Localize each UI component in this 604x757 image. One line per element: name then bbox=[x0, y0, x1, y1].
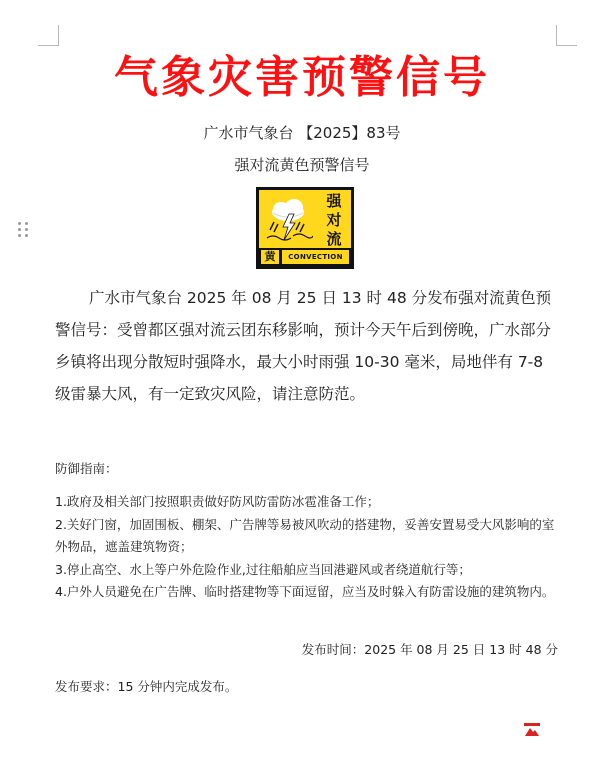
guide-item: 4.户外人员避免在广告牌、临时搭建物等下面逗留，应当及时躲入有防雷设施的建筑物内。 bbox=[55, 584, 555, 599]
issue-number-line: 广水市气象台 【2025】83号 bbox=[203, 124, 401, 142]
defense-guide-list bbox=[55, 491, 560, 604]
thunderstorm-icon bbox=[263, 194, 313, 246]
signal-char: 流 bbox=[326, 230, 342, 248]
signal-english-label: CONVECTION bbox=[282, 250, 349, 264]
guide-item: 1.政府及相关部门按照职责做好防风防雷防冰雹准备工作； bbox=[55, 494, 380, 509]
guide-item: 3.停止高空、水上等户外危险作业,过往船舶应当回港避风或者绕道航行等； bbox=[55, 561, 471, 577]
defense-guide-title: 防御指南： bbox=[55, 461, 118, 476]
watermark-logo-icon bbox=[524, 722, 540, 736]
release-requirement: 发布要求：15 分钟内完成发布。 bbox=[55, 679, 238, 694]
release-time: 发布时间：2025 年 08 月 25 日 13 时 48 分 bbox=[301, 642, 558, 657]
drag-handle-icon[interactable] bbox=[18, 222, 28, 238]
warning-main-text: 广水市气象台 2025 年 08 月 25 日 13 时 48 分发布强对流黄色预警信号：受曾都区强对流云团东移影响，预计今天午后到傍晚，广水部分乡镇将出现分散短时强降水，最大小时雨强 10-30 毫米，局地伴有 7-8 级雷暴大风，有一定致灾风险，请注意防范。 bbox=[55, 289, 552, 403]
warning-subtitle: 强对流黄色预警信号 bbox=[234, 156, 370, 174]
yellow-convection-warning-icon bbox=[256, 187, 354, 269]
page-corner-mark-top-right bbox=[556, 25, 577, 46]
signal-char: 对 bbox=[326, 211, 342, 229]
guide-item: 2.关好门窗，加固围板、棚架、广告牌等易被风吹动的搭建物，妥善安置易受大风影响的室外物品，遮盖建筑物资； bbox=[55, 516, 555, 554]
signal-label-strip bbox=[259, 248, 351, 266]
signal-level-char: 黄 bbox=[261, 250, 279, 264]
page-corner-mark-top-left bbox=[38, 25, 59, 46]
document-title: 气象灾害预警信号 bbox=[114, 52, 490, 103]
signal-chars bbox=[317, 192, 351, 248]
signal-char: 强 bbox=[326, 192, 342, 210]
